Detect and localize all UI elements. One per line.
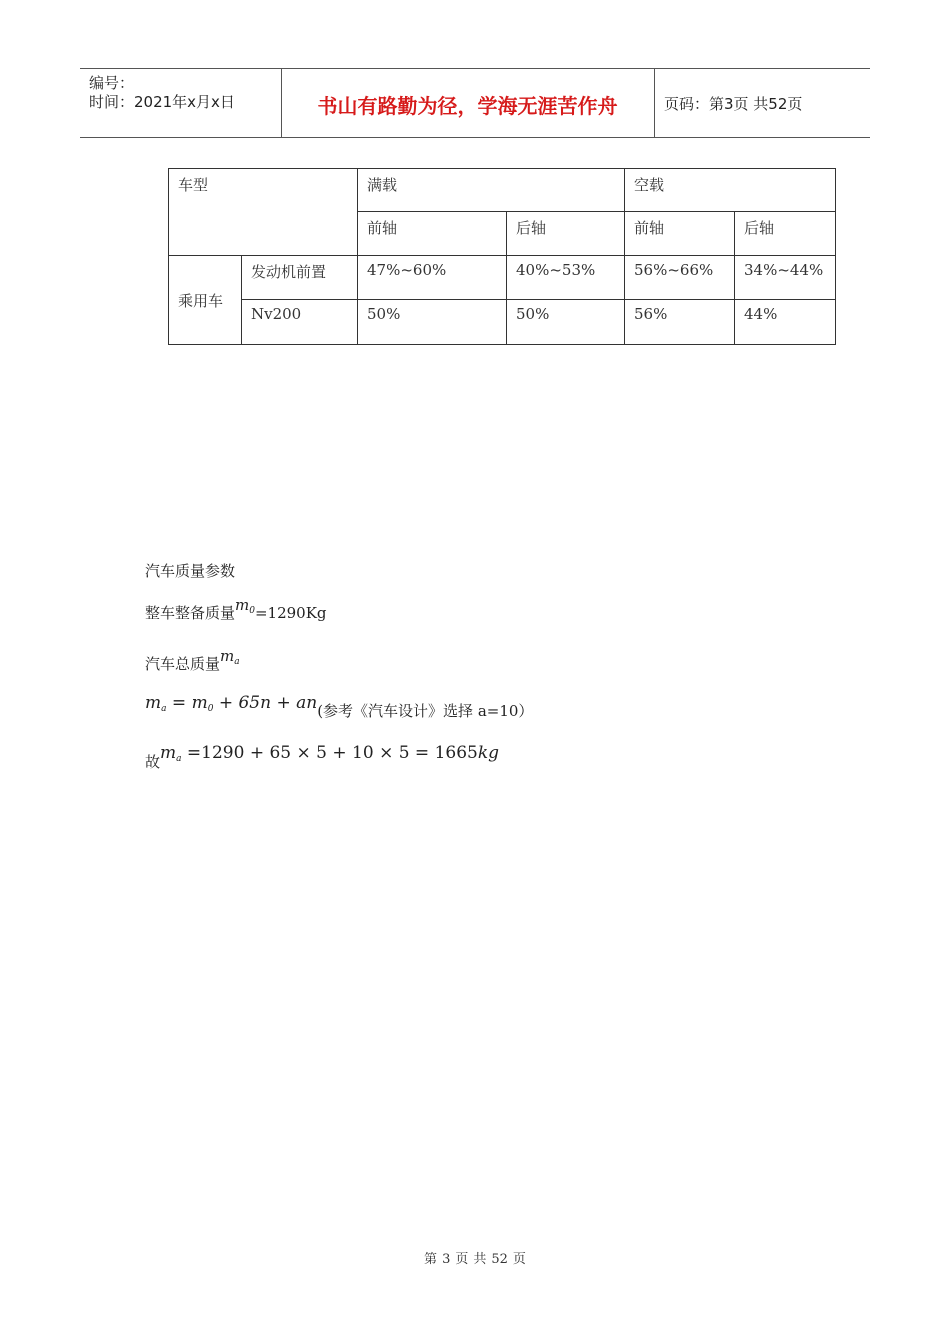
cell-empty-front: 56% bbox=[625, 300, 735, 345]
header-full-load: 满载 bbox=[358, 169, 625, 212]
cell-empty-front: 56%~66% bbox=[625, 256, 735, 300]
cell-full-front: 50% bbox=[358, 300, 507, 345]
total-mass-label: 汽车总质量 bbox=[145, 655, 221, 673]
cell-full-rear: 50% bbox=[507, 300, 625, 345]
footer-text: 共 bbox=[473, 1252, 487, 1267]
page-header bbox=[80, 68, 870, 138]
row-name: 发动机前置 bbox=[242, 256, 358, 300]
cell-empty-rear: 34%~44% bbox=[735, 256, 836, 300]
cell-empty-rear: 44% bbox=[735, 300, 836, 345]
footer-text: 页 bbox=[512, 1252, 526, 1267]
curb-mass-label: 整车整备质量 bbox=[145, 604, 236, 622]
curb-mass-line bbox=[145, 596, 327, 624]
formula-m0: $m_0$ bbox=[191, 693, 214, 714]
page-info: 页码：第3页 共52页 bbox=[664, 95, 803, 113]
formula-note: (参考《汽车设计》选择 a=10） bbox=[317, 702, 534, 720]
cell-full-rear: 40%~53% bbox=[507, 256, 625, 300]
header-page-cell bbox=[655, 69, 870, 137]
page-footer bbox=[0, 1248, 950, 1267]
motto-text: 书山有路勤为径，学海无涯苦作舟 bbox=[317, 94, 618, 118]
header-full-rear-axle: 后轴 bbox=[507, 212, 625, 256]
header-empty-load: 空载 bbox=[625, 169, 836, 212]
curb-mass-symbol: $m_0$ bbox=[235, 596, 255, 616]
mass-result bbox=[145, 742, 500, 771]
result-unit: kg bbox=[477, 743, 500, 763]
formula-rest: + 65n + an bbox=[213, 693, 318, 713]
curb-mass-value: =1290Kg bbox=[254, 604, 327, 622]
formula-lhs: $m_a$ bbox=[145, 693, 167, 714]
result-prefix: 故 bbox=[145, 753, 161, 771]
result-expression: =1290 + 65 × 5 + 10 × 5 = 1665 bbox=[181, 743, 478, 763]
result-symbol: $m_a$ bbox=[160, 743, 182, 764]
row-group-passenger-car: 乘用车 bbox=[169, 256, 242, 345]
total-mass-line bbox=[145, 647, 240, 675]
table-row bbox=[169, 300, 836, 345]
mass-formula bbox=[145, 692, 534, 720]
total-mass-symbol: $m_a$ bbox=[220, 647, 240, 667]
header-empty-rear-axle: 后轴 bbox=[735, 212, 836, 256]
header-empty-front-axle: 前轴 bbox=[625, 212, 735, 256]
header-meta-cell bbox=[80, 69, 282, 137]
header-vehicle-type: 车型 bbox=[169, 169, 358, 256]
axle-load-table bbox=[168, 168, 836, 345]
footer-page-number: 3 bbox=[442, 1252, 451, 1267]
footer-text: 第 bbox=[424, 1252, 438, 1267]
table-row bbox=[169, 256, 836, 300]
formula-eq: = bbox=[166, 693, 192, 713]
header-full-front-axle: 前轴 bbox=[358, 212, 507, 256]
serial-label: 编号： bbox=[89, 74, 135, 92]
header-motto-cell bbox=[281, 69, 655, 137]
footer-total-pages: 52 bbox=[491, 1252, 508, 1267]
cell-full-front: 47%~60% bbox=[358, 256, 507, 300]
date-label: 时间：2021年x月x日 bbox=[89, 93, 235, 111]
row-name: Nv200 bbox=[242, 300, 358, 345]
section-title: 汽车质量参数 bbox=[145, 562, 236, 580]
footer-text: 页 bbox=[455, 1252, 469, 1267]
